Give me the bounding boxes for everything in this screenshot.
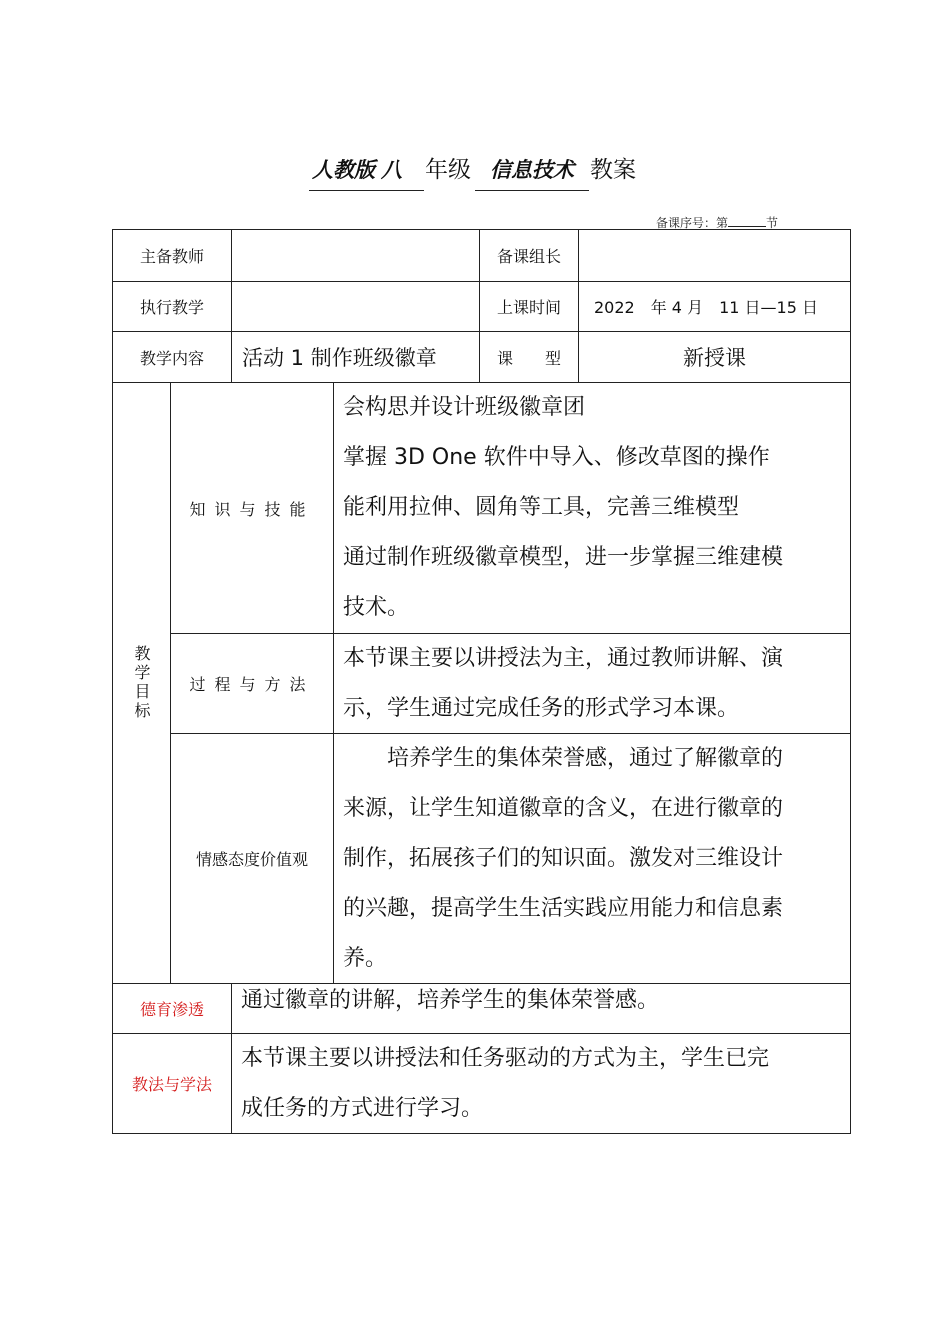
- subject-underline: [475, 190, 589, 191]
- knowledge-line: 能利用拉伸、圆角等工具，完善三维模型: [343, 495, 740, 520]
- group-leader-value: [579, 230, 850, 281]
- publisher-text: 人教版: [312, 157, 375, 182]
- knowledge-line: 技术。: [343, 595, 410, 620]
- process-line: 示，学生通过完成任务的形式学习本课。: [343, 696, 740, 721]
- process-label: 过程与方法: [189, 675, 315, 694]
- knowledge-content: [334, 383, 850, 633]
- emotion-content: [334, 734, 850, 983]
- lesson-plan-table: [112, 229, 851, 1134]
- method-content: [232, 1034, 850, 1133]
- objectives-label: 教学目标: [132, 645, 151, 721]
- emotion-line: 制作，拓展孩子们的知识面。激发对三维设计: [343, 846, 784, 871]
- method-label: 教法与学法: [131, 1075, 212, 1094]
- method-line: 本节课主要以讲授法和任务驱动的方式为主，学生已完: [241, 1046, 770, 1071]
- document-title: [0, 150, 950, 194]
- subject-text: 信息技术: [490, 157, 574, 182]
- seq-suffix: 节: [766, 216, 779, 230]
- moral-label: 德育渗透: [139, 1000, 204, 1019]
- emotion-line: 来源，让学生知道徽章的含义，在进行徽章的: [343, 796, 784, 821]
- exec-teacher-label: 执行教学: [139, 298, 204, 317]
- knowledge-label: 知识与技能: [189, 499, 315, 519]
- lead-teacher-value: [232, 230, 479, 281]
- knowledge-line: 掌握 3D One 软件中导入、修改草图的操作: [343, 445, 770, 470]
- emotion-line: 培养学生的集体荣誉感，通过了解徽章的: [343, 746, 784, 771]
- emotion-label: 情感态度价值观: [195, 850, 308, 869]
- seq-prefix: 备课序号：第: [656, 216, 729, 230]
- seq-blank: [728, 216, 766, 227]
- knowledge-line: 会构思并设计班级徽章团: [343, 395, 586, 420]
- type-value: 新授课: [683, 346, 746, 370]
- grade-suffix-text: 年级: [425, 157, 471, 183]
- emotion-line: 的兴趣，提高学生生活实践应用能力和信息素: [343, 896, 784, 921]
- content-label: 教学内容: [139, 348, 204, 368]
- lesson-sequence-number: [656, 216, 778, 230]
- method-line: 成任务的方式进行学习。: [241, 1096, 484, 1121]
- class-time-label: 上课时间: [496, 298, 561, 317]
- grade-underline: [309, 190, 424, 191]
- process-line: 本节课主要以讲授法为主，通过教师讲解、演: [343, 646, 784, 671]
- grade-text: 八: [381, 157, 402, 182]
- content-value: 活动 1 制作班级徽章: [242, 346, 437, 370]
- knowledge-line: 通过制作班级徽章模型，进一步掌握三维建模: [343, 545, 784, 570]
- lead-teacher-label: 主备教师: [139, 247, 204, 266]
- doc-type-text: 教案: [590, 157, 636, 183]
- exec-teacher-value: [232, 282, 479, 331]
- type-label: 课 型: [496, 348, 561, 368]
- group-leader-label: 备课组长: [496, 247, 561, 266]
- class-time-value: 2022 年 4 月 11 日—15 日: [594, 298, 818, 317]
- emotion-line: 养。: [343, 946, 388, 971]
- process-content: [334, 634, 850, 733]
- moral-value: 通过徽章的讲解，培养学生的集体荣誉感。: [241, 988, 660, 1013]
